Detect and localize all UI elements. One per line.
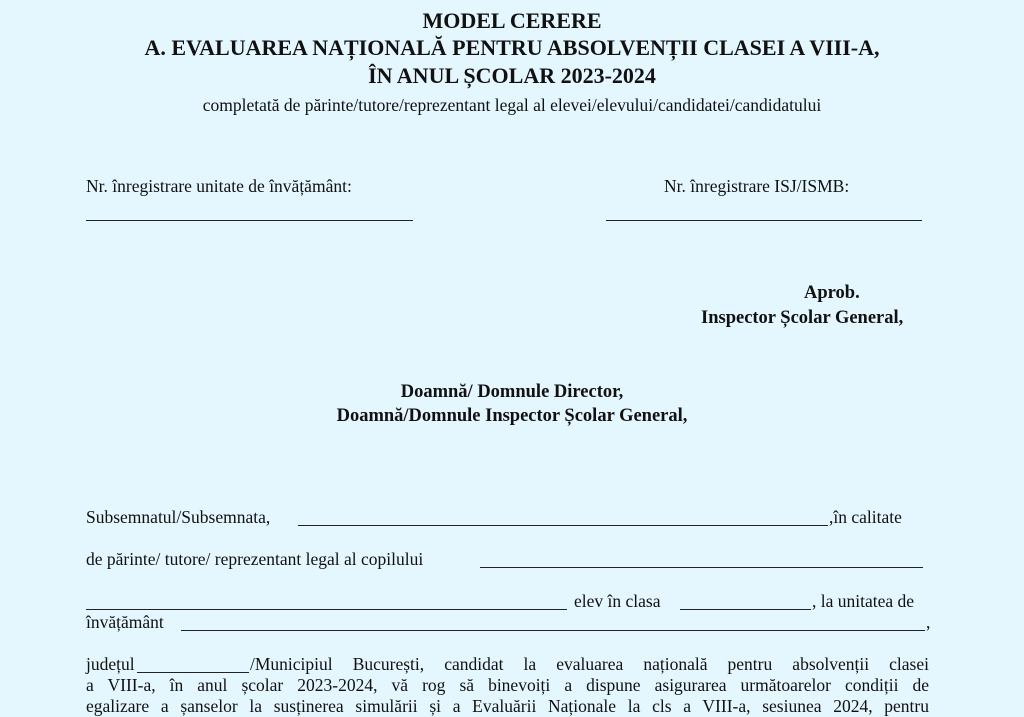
salutation-inspector [0,406,1024,427]
approval-label: Aprob. [804,283,860,303]
request-paragraph-line2: a VIII-a, în anul școlar 2023-2024, vă rog să binevoiți a dispune asigurarea următoarelor condiții de [86,675,929,695]
request-paragraph-line3: egalizare a șanselor la susținerea simulării și a Evaluării Naționale la cls a VIII-a, sesiunea 2024, pentru [86,696,929,716]
county-label: județul [86,654,135,674]
document-title: MODEL CERERE [422,8,602,33]
request-paragraph-line1: /Municipiul București, candidat la evaluarea națională pentru absolvenții clasei [250,654,929,674]
child-name-field[interactable] [480,567,923,568]
parent-label: de părinte/ tutore/ reprezentant legal al copilului [86,549,424,569]
county-field[interactable] [137,672,249,673]
child-name-continuation-field[interactable] [86,609,567,610]
undersigned-label: Subsemnatul/Subsemnata, [86,507,271,527]
salutation-inspector-text: Doamnă/Domnule Inspector Școlar General, [336,406,688,426]
document-title-exam: A. EVALUAREA NAȚIONALĂ PENTRU ABSOLVENȚII CLASEI A VIII-A, [144,35,880,60]
undersigned-name-field[interactable] [298,525,828,526]
class-field[interactable] [680,609,811,610]
school-unit-label: , la unitatea de [812,591,915,611]
isj-registration-field[interactable] [606,220,922,221]
class-label: elev în clasa [574,591,661,611]
salutation-director [0,382,1024,403]
school-registration-label: Nr. înregistrare unitate de învățământ: [86,176,352,196]
isj-registration-label: Nr. înregistrare ISJ/ISMB: [664,176,850,196]
document-subtitle: completată de părinte/tutore/reprezentant legal al elevei/elevului/candidatei/candidatului [202,95,822,115]
approval-signatory: Inspector Școlar General, [701,308,904,328]
school-unit-comma: , [926,612,931,632]
capacity-label: ,în calitate [829,507,902,527]
document-title-year: ÎN ANUL ȘCOLAR 2023-2024 [368,63,656,88]
education-label: învățământ [86,612,164,632]
school-unit-field[interactable] [181,630,925,631]
salutation-director-text: Doamnă/ Domnule Director, [400,382,624,402]
school-registration-field[interactable] [86,220,413,221]
